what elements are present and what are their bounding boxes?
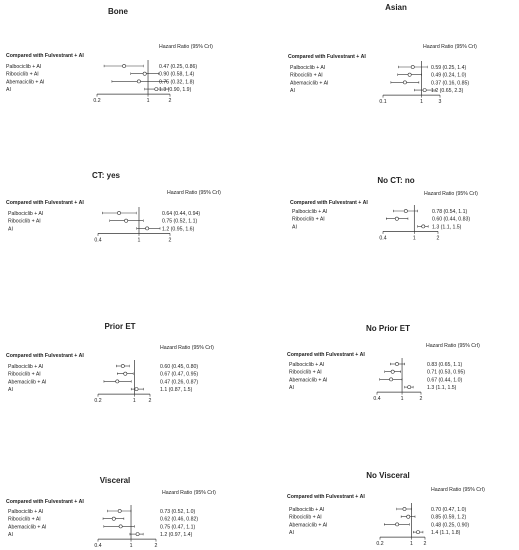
hr-point <box>121 364 124 367</box>
hr-ci-label: 1.1 (0.87, 1.5) <box>160 387 193 394</box>
treatment-label: AI <box>6 87 11 94</box>
x-tick-label: 1 <box>410 541 413 548</box>
treatment-label: Abemaciclib + AI <box>8 524 47 531</box>
comparison-header: Compared with Fulvestrant + AI <box>290 200 368 206</box>
hr-ci-label: 0.73 (0.52, 1.0) <box>160 509 196 515</box>
hr-point <box>119 525 122 528</box>
x-tick-label: 2 <box>419 396 423 403</box>
hr-ci-label: 0.64 (0.44, 0.94) <box>162 211 201 217</box>
hr-point <box>408 386 411 389</box>
panel-title: Visceral <box>99 476 131 485</box>
hr-point <box>137 80 140 83</box>
hr-point <box>403 81 406 84</box>
treatment-label: AI <box>8 532 13 539</box>
comparison-header: Compared with Fulvestrant + AI <box>6 353 84 359</box>
treatment-label: Abemaciclib + AI <box>290 80 329 87</box>
treatment-label: Palbociclib + AI <box>8 509 44 515</box>
hr-ci-label: 0.85 (0.59, 1.2) <box>431 514 467 521</box>
hr-point <box>391 370 394 373</box>
hr-point <box>135 388 138 391</box>
x-tick-label: 2 <box>168 98 172 105</box>
hr-ci-label: 1.3 (1.1, 1.5) <box>432 224 462 231</box>
hr-point <box>403 507 406 510</box>
hr-point <box>408 73 411 76</box>
hr-ci-label: 1.3 (0.90, 1.9) <box>159 87 192 94</box>
hr-point <box>143 72 146 75</box>
x-tick-label: 2 <box>148 398 152 405</box>
hr-ci-label: 0.47 (0.25, 0.86) <box>159 64 198 70</box>
hr-point <box>136 533 139 536</box>
hr-point <box>395 217 398 220</box>
treatment-label: Ribociclib + AI <box>289 514 322 521</box>
hr-ci-label: 1.4 (1.1, 1.8) <box>431 530 461 537</box>
treatment-label: Palbociclib + AI <box>6 64 42 70</box>
hazard-ratio-header: Hazard Ratio (95% CrI) <box>431 487 485 493</box>
comparison-header: Compared with Fulvestrant + AI <box>287 494 365 500</box>
hr-point <box>112 517 115 520</box>
x-tick-label: 0.2 <box>376 541 384 548</box>
panel-title: No Visceral <box>366 471 410 480</box>
treatment-label: Ribociclib + AI <box>289 369 322 376</box>
hr-point <box>125 219 128 222</box>
hr-point <box>416 531 419 534</box>
hr-point <box>116 380 119 383</box>
treatment-label: AI <box>8 226 13 233</box>
forest-panel <box>287 324 480 402</box>
hr-ci-label: 0.60 (0.45, 0.80) <box>160 364 199 370</box>
treatment-label: Abemaciclib + AI <box>289 522 328 529</box>
treatment-label: Abemaciclib + AI <box>8 379 47 386</box>
hr-point <box>423 89 426 92</box>
x-tick-label: 2 <box>154 543 158 550</box>
treatment-label: Ribociclib + AI <box>6 71 39 78</box>
panel-title: No CT: no <box>377 176 415 185</box>
panel-title: Asian <box>385 3 407 12</box>
treatment-label: AI <box>8 387 13 394</box>
hazard-ratio-header: Hazard Ratio (95% CrI) <box>162 490 216 496</box>
hr-ci-label: 0.67 (0.44, 1.0) <box>427 377 463 384</box>
forest-panel <box>6 322 214 404</box>
hazard-ratio-header: Hazard Ratio (95% CrI) <box>159 44 213 50</box>
panels-root <box>6 3 485 549</box>
x-tick-label: 1 <box>412 235 416 242</box>
hazard-ratio-header: Hazard Ratio (95% CrI) <box>426 343 480 349</box>
treatment-label: Palbociclib + AI <box>289 362 325 368</box>
x-tick-label: 0.4 <box>94 237 102 244</box>
hr-ci-label: 0.49 (0.24, 1.0) <box>431 72 467 79</box>
treatment-label: AI <box>289 385 294 392</box>
hr-ci-label: 0.83 (0.65, 1.1) <box>427 362 463 368</box>
treatment-label: Palbociclib + AI <box>289 507 325 513</box>
hr-ci-label: 0.75 (0.52, 1.1) <box>162 218 198 225</box>
panel-title: Prior ET <box>104 322 136 331</box>
hr-ci-label: 0.48 (0.25, 0.90) <box>431 522 470 529</box>
forest-panel <box>287 471 485 547</box>
treatment-label: Palbociclib + AI <box>290 65 326 71</box>
hr-ci-label: 1.2 (0.65, 2.3) <box>431 88 464 95</box>
x-tick-label: 1 <box>146 98 150 105</box>
hr-point <box>422 225 425 228</box>
forest-panel <box>6 171 221 243</box>
x-tick-label: 1 <box>132 398 136 405</box>
hr-point <box>404 209 407 212</box>
treatment-label: AI <box>292 224 297 231</box>
hr-ci-label: 0.60 (0.44, 0.83) <box>432 216 471 223</box>
x-tick-label: 0.2 <box>94 398 102 405</box>
panel-title: Bone <box>108 7 128 16</box>
treatment-label: Ribociclib + AI <box>8 371 41 378</box>
treatment-label: Ribociclib + AI <box>8 516 41 523</box>
hr-point <box>395 362 398 365</box>
hr-ci-label: 0.37 (0.16, 0.85) <box>431 80 470 87</box>
treatment-label: Ribociclib + AI <box>292 216 325 223</box>
hr-ci-label: 0.70 (0.47, 1.0) <box>431 507 467 513</box>
hr-ci-label: 0.75 (0.32, 1.8) <box>159 79 195 86</box>
hr-ci-label: 0.62 (0.46, 0.82) <box>160 516 199 523</box>
hr-ci-label: 1.2 (0.97, 1.4) <box>160 532 193 539</box>
hr-point <box>117 211 120 214</box>
comparison-header: Compared with Fulvestrant + AI <box>6 499 84 505</box>
forest-panel <box>290 176 478 241</box>
treatment-label: Palbociclib + AI <box>8 211 44 217</box>
treatment-label: AI <box>290 88 295 95</box>
forest-panel <box>6 7 213 104</box>
hazard-ratio-header: Hazard Ratio (95% CrI) <box>160 345 214 351</box>
comparison-header: Compared with Fulvestrant + AI <box>287 352 365 358</box>
hr-point <box>146 227 149 230</box>
x-tick-label: 0.4 <box>379 235 387 242</box>
hr-point <box>411 65 414 68</box>
x-tick-label: 2 <box>436 235 440 242</box>
panel-title: CT: yes <box>91 171 121 180</box>
hr-ci-label: 0.75 (0.47, 1.1) <box>160 524 196 531</box>
hazard-ratio-header: Hazard Ratio (95% CrI) <box>424 191 478 197</box>
treatment-label: Palbociclib + AI <box>8 364 44 370</box>
x-tick-label: 0.4 <box>373 396 381 403</box>
x-tick-label: 1 <box>129 543 133 550</box>
treatment-label: Ribociclib + AI <box>8 218 41 225</box>
treatment-label: Abemaciclib + AI <box>6 79 45 86</box>
hr-ci-label: 0.90 (0.58, 1.4) <box>159 71 195 78</box>
hr-point <box>396 523 399 526</box>
hr-point <box>407 515 410 518</box>
comparison-header: Compared with Fulvestrant + AI <box>288 54 366 60</box>
forest-panel <box>6 476 216 549</box>
hr-ci-label: 1.3 (1.1, 1.5) <box>427 385 457 392</box>
x-tick-label: 2 <box>423 541 427 548</box>
hazard-ratio-header: Hazard Ratio (95% CrI) <box>423 44 477 50</box>
x-tick-label: 3 <box>438 99 442 106</box>
hr-ci-label: 0.59 (0.25, 1.4) <box>431 65 467 71</box>
comparison-header: Compared with Fulvestrant + AI <box>6 53 84 59</box>
hr-point <box>390 378 393 381</box>
x-tick-label: 2 <box>168 237 172 244</box>
treatment-label: AI <box>289 530 294 537</box>
x-tick-label: 1 <box>137 237 141 244</box>
x-tick-label: 1 <box>420 99 424 106</box>
forest-panel <box>288 3 477 105</box>
hr-point <box>118 509 121 512</box>
panel-title: No Prior ET <box>365 324 411 333</box>
hr-point <box>122 64 125 67</box>
x-tick-label: 0.1 <box>379 99 387 106</box>
hr-ci-label: 0.47 (0.26, 0.87) <box>160 379 199 386</box>
treatment-label: Palbociclib + AI <box>292 209 328 215</box>
x-tick-label: 0.2 <box>93 98 101 105</box>
hr-point <box>155 88 158 91</box>
hr-ci-label: 0.78 (0.54, 1.1) <box>432 209 468 215</box>
x-tick-label: 0.4 <box>94 543 102 550</box>
hr-ci-label: 0.71 (0.53, 0.95) <box>427 369 466 376</box>
hazard-ratio-header: Hazard Ratio (95% CrI) <box>167 190 221 196</box>
comparison-header: Compared with Fulvestrant + AI <box>6 200 84 206</box>
x-tick-label: 1 <box>400 396 404 403</box>
hr-ci-label: 0.67 (0.47, 0.95) <box>160 371 199 378</box>
treatment-label: Ribociclib + AI <box>290 72 323 79</box>
hr-point <box>124 372 127 375</box>
hr-ci-label: 1.2 (0.95, 1.6) <box>162 226 195 233</box>
treatment-label: Abemaciclib + AI <box>289 377 328 384</box>
